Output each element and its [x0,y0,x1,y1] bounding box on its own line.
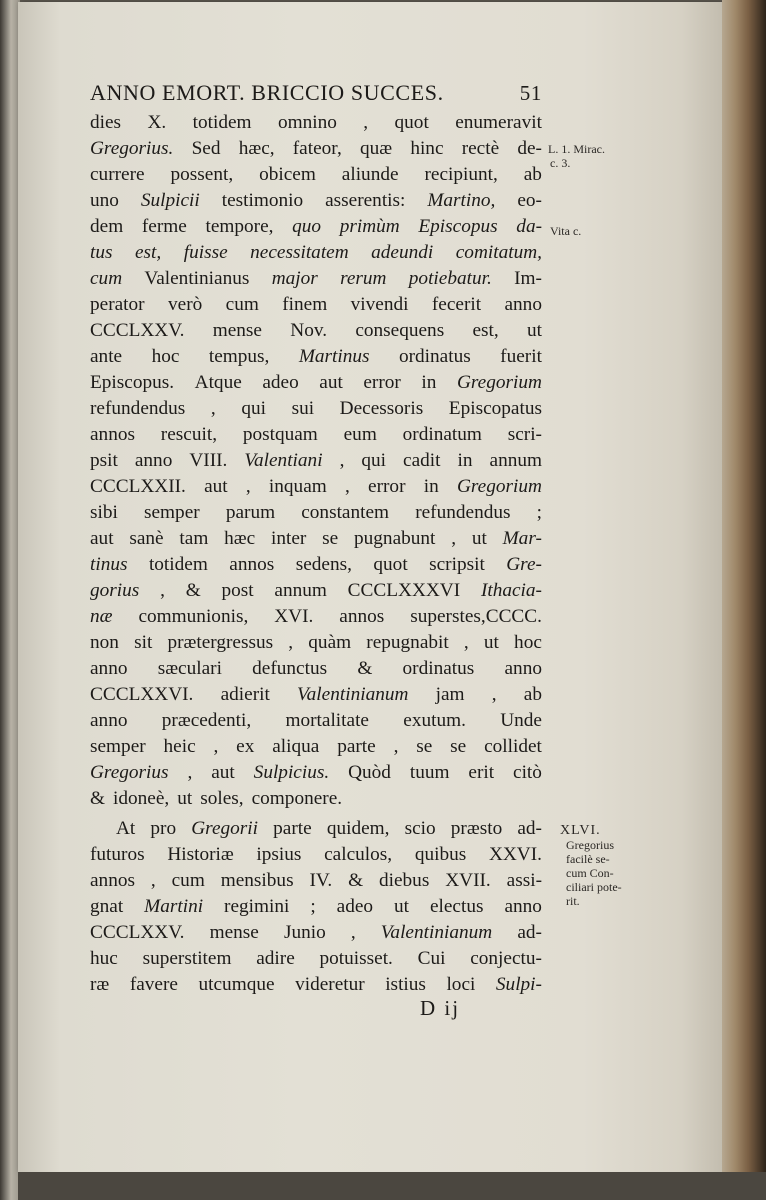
word: utcumque [198,974,275,995]
word: fecerit [431,294,482,315]
text-line [90,894,542,920]
word: tinus [90,554,128,575]
word: testimonio [221,190,304,211]
word: Sulpicii [140,190,200,211]
word: eum [343,424,377,445]
word: Ithacia- [480,580,542,601]
text-line [90,816,542,842]
word: erit [468,762,495,783]
text-line [90,786,542,812]
word: Martino, [427,190,496,211]
word: & [348,870,364,891]
word: IV. [309,870,333,891]
word: verò [168,294,203,315]
word: CCCLXXII. [90,476,186,497]
word: sæculari [157,658,222,679]
word: hoc [514,632,542,653]
word: post [221,580,254,601]
word: semper [144,502,200,523]
word: est, [472,320,499,341]
word: Gregorius. [90,138,174,159]
word: calculos, [324,844,393,865]
margin-note-line: L. 1. Mirac. [548,142,605,156]
word: fuisse [183,242,228,263]
word: comitatum, [455,242,542,263]
word: præsto [450,818,503,839]
word: ipsius [256,844,302,865]
word: componere. [251,788,343,809]
word: ad- [517,818,542,839]
word: asserentis: [325,190,406,211]
word: Sulpi- [495,974,542,995]
word: At [116,818,136,839]
word: , [339,450,345,471]
margin-note-line: facilè se- [566,852,610,866]
word: ut [471,528,487,549]
word: se [416,736,433,757]
word: annos [90,424,135,445]
text-line [90,422,542,448]
margin-note-mirac [548,142,605,170]
word: , [491,684,497,705]
word: CCCLXXXVI [347,580,461,601]
word: , [213,736,219,757]
word: sanè [129,528,164,549]
word: ad- [517,922,542,943]
margin-note-line: Gregorius [566,838,614,852]
word: psit [90,450,118,471]
word: sibi [90,502,118,523]
margin-note-heading: XLVI. [560,823,601,838]
word: superstitem [142,948,232,969]
word: Episcopatus [448,398,542,419]
word: mensibus [220,870,294,891]
word: CCCLXXV. [90,922,185,943]
word: qui [361,450,387,471]
text-line [90,526,542,552]
word: cum [171,870,205,891]
word: scio [404,818,436,839]
text-line [90,318,542,344]
text-line [90,396,542,422]
word: quot [373,554,408,575]
word: , [363,112,369,133]
word: error [363,372,401,393]
word: dem [90,216,124,237]
word: aliunde [341,164,399,185]
text-line [90,972,542,998]
word: conjectu- [470,948,542,969]
word: tempus, [208,346,270,367]
word: scri- [507,424,542,445]
word: anno [504,896,542,917]
word: loci [446,974,476,995]
word: inter [271,528,307,549]
word: tuum [409,762,450,783]
word: quàm [308,632,352,653]
word: exutum. [403,710,466,731]
word: parte [273,818,312,839]
word: postquam [242,424,318,445]
word: Gregorium [456,372,542,393]
word: & [90,788,105,809]
word: da- [516,216,542,237]
word: ab [523,684,542,705]
word: sit [134,632,153,653]
word: præcedenti, [161,710,252,731]
word: annum [489,450,542,471]
word: adeundi [371,242,434,263]
signature-mark: D ij [420,996,461,1020]
word: assi- [506,870,542,891]
word: , [463,632,469,653]
word: rerum [340,268,387,289]
word: regimini [224,896,290,917]
word: ex [236,736,255,757]
text-line [90,734,542,760]
word: uno [90,190,119,211]
word: Martini [144,896,204,917]
word: annos [229,554,275,575]
word: annos [90,870,135,891]
word: diebus [378,870,430,891]
word: Valentinianum [297,684,409,705]
word: Sed [191,138,221,159]
word: aut [204,476,228,497]
word: Nov. [290,320,328,341]
text-line [90,214,542,240]
word: Im- [514,268,542,289]
text-line [90,578,542,604]
margin-note-line: Vita c. [550,224,582,238]
margin-note-line: c. 3. [550,156,571,170]
word: tempore, [205,216,274,237]
word: anno [134,450,173,471]
text-line [90,136,542,162]
word: , [344,476,350,497]
word: jam [435,684,465,705]
word: Episcopus [418,216,498,237]
word: , [187,762,193,783]
text-line [90,370,542,396]
word: annum [274,580,327,601]
word: Sulpicius. [253,762,330,783]
text-line [90,266,542,292]
word: de- [517,138,542,159]
text-line [90,656,542,682]
word: ordinatus [398,346,471,367]
text-line [90,292,542,318]
word: se [450,736,467,757]
word: Cui [417,948,446,969]
word: vivendi [350,294,409,315]
word: CCCLXXVI. [90,684,194,705]
word: parum [225,502,276,523]
word: ante [90,346,123,367]
word: aut [211,762,235,783]
word: pugnabunt [354,528,436,549]
text-line [90,868,542,894]
word: anno [504,294,542,315]
text-line [90,474,542,500]
word: aut [319,372,343,393]
running-head-title: ANNO EMORT. BRICCIO SUCCES. [90,80,444,105]
word: , [150,870,156,891]
word: favere [129,974,178,995]
text-line [90,344,542,370]
word: aut [90,528,114,549]
word: X. [147,112,167,133]
word: Gre- [506,554,542,575]
word: XXVI. [488,844,542,865]
word: rectè [461,138,500,159]
word: quo [292,216,322,237]
word: consequens [355,320,445,341]
word: Historiæ [167,844,234,865]
word: ; [310,896,316,917]
text-line [90,448,542,474]
text-line [90,500,542,526]
word: adierit [220,684,270,705]
word: XVII. [445,870,491,891]
word: mense [212,320,262,341]
text-line [90,946,542,972]
word: currere [90,164,145,185]
word: ferme [141,216,187,237]
word: finem [282,294,328,315]
word: tus [90,242,113,263]
word: anno [504,658,542,679]
word: ut [483,632,499,653]
word: soles, [200,788,244,809]
word: Valentiani [244,450,323,471]
word: quæ [359,138,393,159]
word: dies [90,112,122,133]
word: quot [394,112,429,133]
word: ut [394,896,409,917]
word: , [245,476,251,497]
word: obicem [259,164,316,185]
body-text [90,110,542,998]
word: omnino [277,112,337,133]
word: totidem [192,112,252,133]
text-line [90,240,542,266]
word: mense [209,922,259,943]
word: defunctus [252,658,328,679]
word: qui [241,398,266,419]
word: communionis, [138,606,249,627]
word: hæc, [238,138,275,159]
word: semper [90,736,146,757]
word: hoc [151,346,180,367]
word: necessitatem [250,242,349,263]
word: recipiunt, [424,164,498,185]
word: refundendus [90,398,186,419]
word: , [350,922,356,943]
word: Episcopus. [90,372,175,393]
bottom-shadow [18,1172,766,1200]
word: major [271,268,318,289]
word: in [423,476,439,497]
word: Decessoris [339,398,424,419]
margin-note-line: ciliari pote- [566,880,622,894]
text-line [90,162,542,188]
word: sedens, [295,554,352,575]
word: ut [177,788,193,809]
word: XVI. [274,606,314,627]
word: , [393,736,399,757]
word: gnat [90,896,124,917]
word: Junio [283,922,326,943]
word: CCCLXXV. [90,320,185,341]
word: quibus [414,844,467,865]
page-fore-edge [722,0,766,1200]
word: futuros [90,844,145,865]
word: ordinatum [402,424,482,445]
word: cum [225,294,259,315]
margin-note-line: rit. [566,894,580,908]
word: istius [385,974,426,995]
word: hinc [410,138,444,159]
text-line [90,920,542,946]
word: eo- [517,190,542,211]
text-line [90,630,542,656]
word: totidem [148,554,208,575]
word: , [160,580,165,601]
word: perator [90,294,145,315]
word: Valentinianus [144,268,250,289]
word: næ [90,606,113,627]
word: in [421,372,437,393]
word: est, [135,242,162,263]
word: in [457,450,473,471]
text-line [90,604,542,630]
word: ; [536,502,542,523]
text-line [90,842,542,868]
word: repugnabit [366,632,449,653]
word: ræ [90,974,110,995]
page-text [90,80,542,998]
word: refundendus [415,502,511,523]
word: , [210,398,216,419]
word: quidem, [326,818,390,839]
word: Unde [500,710,542,731]
word: Valentinianum [380,922,493,943]
word: superstes,CCCC. [410,606,542,627]
word: pro [150,818,177,839]
word: , [288,632,294,653]
word: primùm [339,216,400,237]
word: constantem [301,502,390,523]
word: adeo [262,372,299,393]
word: potuisset. [319,948,393,969]
word: electus [429,896,484,917]
text-line [90,682,542,708]
word: Mar- [502,528,542,549]
word: se [322,528,339,549]
word: scripsit [429,554,485,575]
page-number: 51 [519,81,542,105]
word: possent, [170,164,234,185]
word: gorius [90,580,140,601]
word: Quòd [348,762,391,783]
word: rescuit, [160,424,218,445]
word: Atque [194,372,242,393]
word: non [90,632,119,653]
word: fateor, [292,138,342,159]
word: tam [179,528,209,549]
word: ab [523,164,542,185]
word: huc [90,948,118,969]
word: adire [256,948,295,969]
word: inquam [268,476,327,497]
word: collidet [484,736,542,757]
word: & [185,580,201,601]
left-page-edge [0,0,20,1200]
word: citò [513,762,542,783]
word: error [368,476,406,497]
word: prætergressus [167,632,274,653]
word: fuerit [500,346,542,367]
margin-note-vita [550,224,581,238]
word: Martinus [298,346,370,367]
margin-note-xlvi [560,824,622,908]
word: Gregorii [191,818,259,839]
word: mortalitate [285,710,369,731]
running-head [90,80,542,110]
text-line [90,552,542,578]
margin-note-line: cum Con- [566,866,614,880]
word: VIII. [189,450,228,471]
text-line [90,188,542,214]
word: sui [291,398,315,419]
word: cum [90,268,123,289]
word: idoneè, [113,788,170,809]
word: enumeravit [455,112,542,133]
word: Gregorius [90,762,169,783]
word: cadit [403,450,441,471]
word: ut [526,320,542,341]
word: ordinatus [402,658,475,679]
word: parte [337,736,376,757]
word: annos [339,606,385,627]
text-line [90,708,542,734]
word: Gregorium [456,476,542,497]
text-line [90,760,542,786]
text-line [90,110,542,136]
word: & [357,658,373,679]
word: anno [90,710,128,731]
word: potiebatur. [408,268,492,289]
word: , [451,528,457,549]
word: hæc [224,528,256,549]
word: anno [90,658,128,679]
word: heic [163,736,196,757]
word: videretur [295,974,365,995]
word: adeo [336,896,374,917]
word: aliqua [272,736,320,757]
